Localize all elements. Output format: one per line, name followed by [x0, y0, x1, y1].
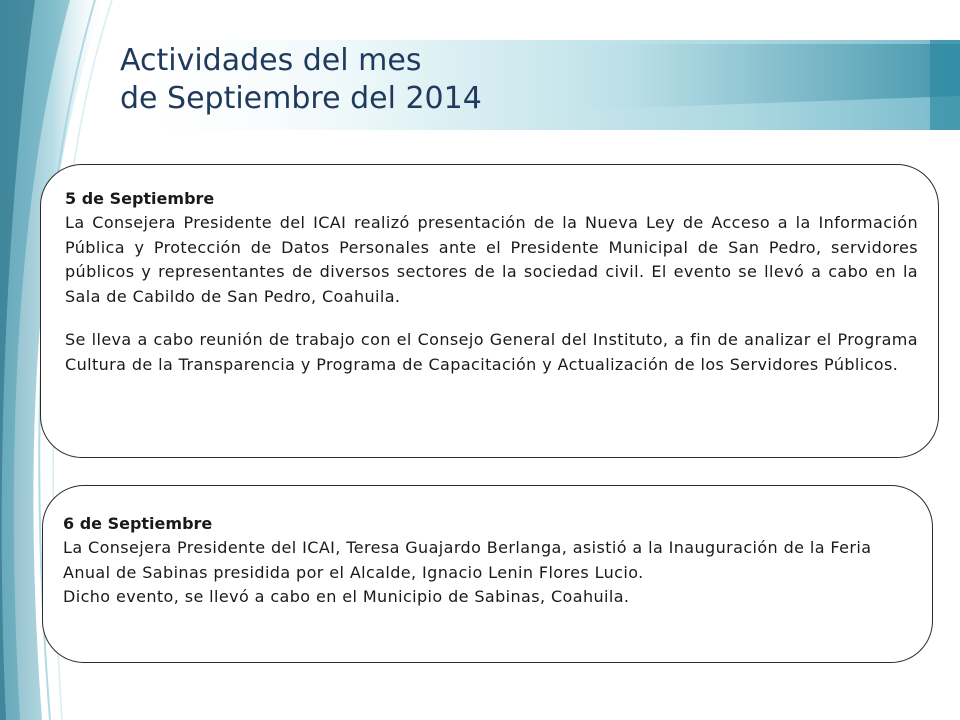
page-title — [120, 42, 482, 118]
paragraph-spacer — [65, 309, 918, 328]
event-paragraph: Se lleva a cabo reunión de trabajo con el Consejo General del Instituto, a fin de analizar el Programa Cultura de la Transparencia y Programa de Capacitación y Actualización de los Servidores Públicos. — [65, 330, 918, 374]
event-date: 5 de Septiembre — [65, 189, 215, 208]
event-paragraph: La Consejera Presidente del ICAI, Teresa Guajardo Berlanga, asistió a la Inauguración de la Feria Anual de Sabinas presidida por el Alcalde, Ignacio Lenin Flores Lucio. — [63, 538, 872, 582]
event-paragraph: La Consejera Presidente del ICAI realizó presentación de la Nueva Ley de Acceso a la Información Pública y Protección de Datos Personales ante el Presidente Municipal de San Pedro, servidores públicos y representantes de diversos sectores de la sociedad civil. El evento se llevó a cabo en la Sala de Cabildo de San Pedro, Coahuila. — [65, 213, 918, 306]
title-line-2: de Septiembre del 2014 — [120, 81, 482, 116]
event-date: 6 de Septiembre — [63, 514, 213, 533]
event-paragraph: Dicho evento, se llevó a cabo en el Municipio de Sabinas, Coahuila. — [63, 587, 630, 606]
title-line-1: Actividades del mes — [120, 43, 422, 78]
event-card-sept-5 — [40, 164, 939, 458]
event-card-sept-6 — [42, 485, 933, 663]
